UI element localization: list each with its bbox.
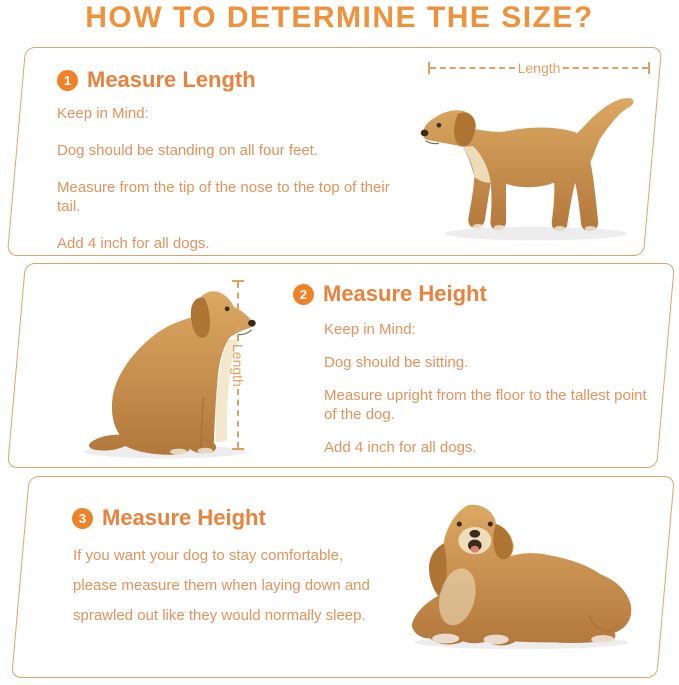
ruler-end-tick bbox=[232, 448, 244, 450]
section-2-line-2: Dog should be sitting. bbox=[324, 354, 469, 371]
step-3-badge: 3 bbox=[72, 508, 93, 529]
section-2-line-3: Measure upright from the floor to the tallest point of the dog. bbox=[324, 387, 647, 423]
section-3-body bbox=[73, 546, 403, 625]
section-2-line-1: Keep in Mind: bbox=[324, 321, 416, 338]
section-1-line-1: Keep in Mind: bbox=[57, 105, 149, 122]
section-2-heading bbox=[293, 281, 487, 307]
section-2-body bbox=[324, 320, 659, 457]
length-ruler-horizontal bbox=[428, 60, 650, 76]
step-2-badge: 2 bbox=[293, 284, 314, 305]
step-1-badge: 1 bbox=[57, 70, 78, 91]
section-2-line-4: Add 4 inch for all dogs. bbox=[324, 439, 477, 456]
ruler-end-tick bbox=[648, 62, 650, 74]
section-3-heading bbox=[72, 505, 266, 531]
ruler-label: Length bbox=[517, 60, 561, 76]
section-1-heading bbox=[57, 67, 256, 93]
section-1-line-3: Measure from the tip of the nose to the top of their tail. bbox=[57, 179, 390, 215]
section-1-line-4: Add 4 inch for all dogs. bbox=[57, 235, 210, 252]
section-1-title: Measure Length bbox=[87, 67, 256, 92]
ruler-dashed-line bbox=[237, 389, 239, 448]
lying-dog-illustration bbox=[395, 495, 638, 655]
section-3-line-3: sprawled out like they would normally sleep. bbox=[73, 607, 366, 624]
section-1-body bbox=[57, 104, 417, 253]
height-ruler-vertical bbox=[230, 280, 246, 450]
ruler-dashed-line bbox=[237, 282, 239, 341]
ruler-dashed-line bbox=[430, 67, 515, 69]
ruler-label: Length bbox=[230, 343, 246, 387]
section-3-line-1: If you want your dog to stay comfortable, bbox=[73, 547, 344, 564]
standing-dog-illustration bbox=[415, 85, 647, 248]
ruler-dashed-line bbox=[563, 67, 648, 69]
page-title: HOW TO DETERMINE THE SIZE? bbox=[85, 1, 594, 34]
section-2-title: Measure Height bbox=[323, 281, 487, 306]
section-1-line-2: Dog should be standing on all four feet. bbox=[57, 142, 319, 159]
section-3-title: Measure Height bbox=[102, 505, 266, 530]
section-3-line-2: please measure them when laying down and bbox=[73, 577, 370, 594]
